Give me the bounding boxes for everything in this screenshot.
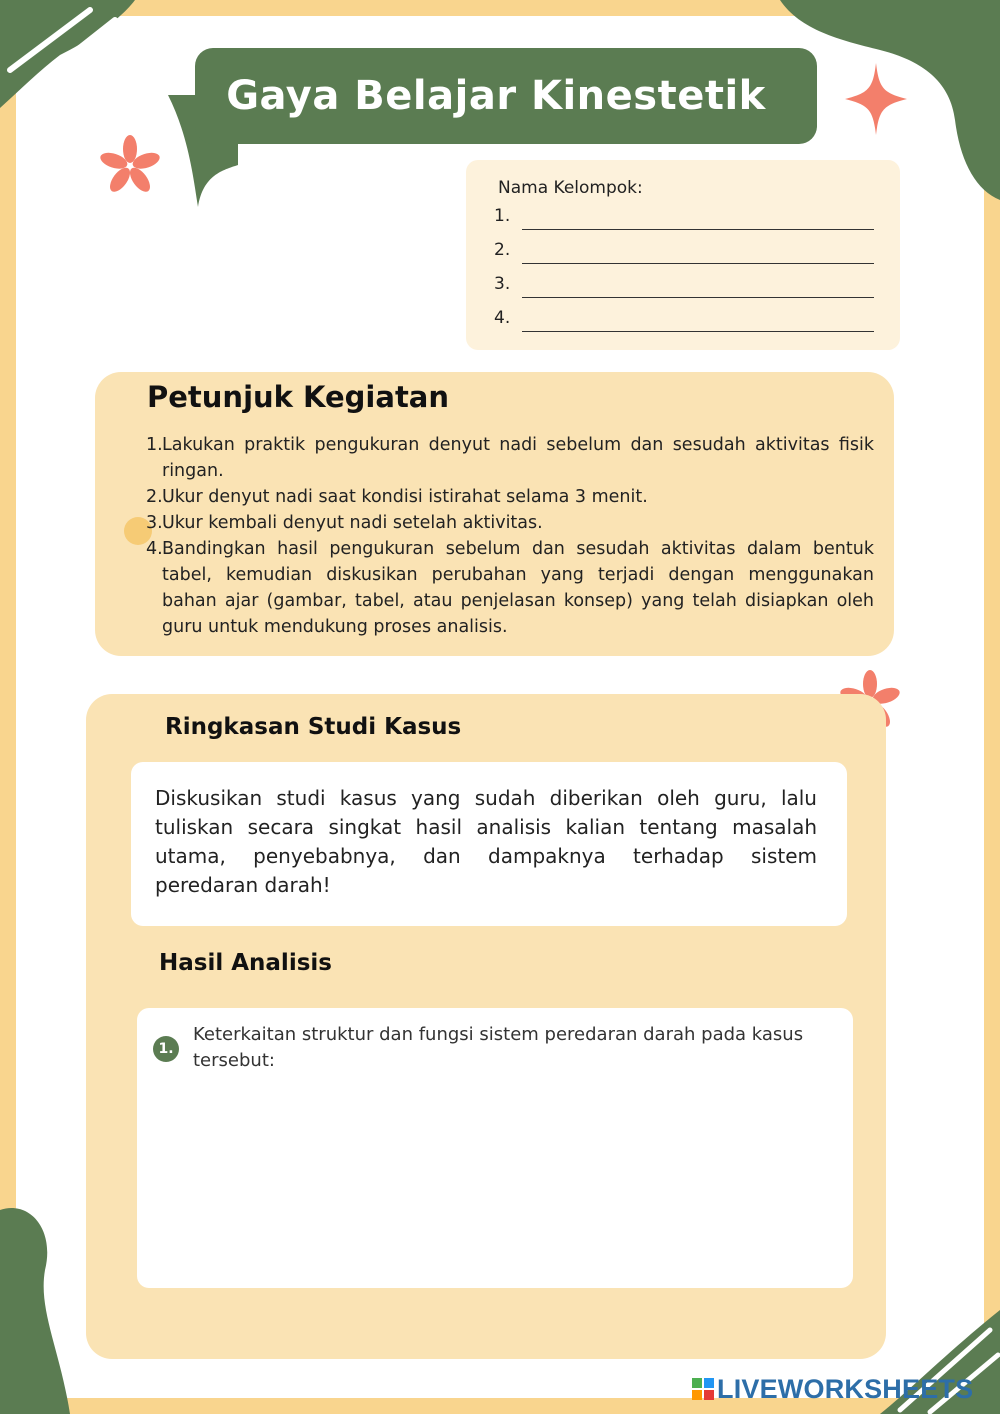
question-number-badge: 1. bbox=[153, 1036, 179, 1062]
instruction-item: 1. Lakukan praktik pengukuran denyut nadi sebelum dan sesudah aktivitas fisik ringan. bbox=[146, 435, 874, 481]
analysis-title: Hasil Analisis bbox=[159, 950, 332, 976]
group-names-box bbox=[466, 160, 900, 350]
flower-star-icon bbox=[100, 135, 160, 197]
group-member-number: 1. bbox=[494, 206, 511, 226]
instruction-item: 3. Ukur kembali denyut nadi setelah aktivitas. bbox=[146, 513, 543, 533]
case-study-title: Ringkasan Studi Kasus bbox=[165, 714, 462, 740]
watermark-text: LIVEWORKSHEETS bbox=[717, 1373, 974, 1404]
group-member-number: 2. bbox=[494, 240, 511, 260]
instruction-item: 2. Ukur denyut nadi saat kondisi istirahat selama 3 menit. bbox=[146, 487, 648, 507]
sparkle-star-icon bbox=[845, 63, 907, 135]
title-banner bbox=[195, 48, 817, 144]
case-study-card bbox=[131, 762, 847, 926]
group-member-row bbox=[494, 274, 874, 298]
liveworksheets-watermark bbox=[692, 1374, 973, 1404]
group-member-input-line[interactable] bbox=[522, 297, 874, 298]
group-member-input-line[interactable] bbox=[522, 229, 874, 230]
group-member-input-line[interactable] bbox=[522, 263, 874, 264]
group-member-number: 3. bbox=[494, 274, 511, 294]
instructions-list bbox=[146, 432, 874, 640]
group-member-number: 4. bbox=[494, 308, 511, 328]
page-title: Gaya Belajar Kinestetik bbox=[226, 73, 766, 119]
question-text: Keterkaitan struktur dan fungsi sistem peredaran darah pada kasus tersebut: bbox=[193, 1024, 804, 1071]
analysis-answer-box[interactable] bbox=[137, 1008, 853, 1288]
instructions-title: Petunjuk Kegiatan bbox=[147, 380, 450, 414]
group-member-input-line[interactable] bbox=[522, 331, 874, 332]
top-left-leaf-decoration bbox=[0, 0, 140, 110]
group-member-row bbox=[494, 240, 874, 264]
liveworksheets-logo-icon bbox=[692, 1378, 714, 1400]
group-member-row bbox=[494, 308, 874, 332]
group-member-row bbox=[494, 206, 874, 230]
bottom-left-blob-decoration bbox=[0, 1200, 80, 1414]
case-study-text: Diskusikan studi kasus yang sudah diberikan oleh guru, lalu tuliskan secara singkat hasil analisis kalian tentang masalah utama, penyebabnya, dan dampaknya terhadap sistem peredaran darah! bbox=[155, 786, 817, 897]
group-label: Nama Kelompok: bbox=[498, 178, 643, 198]
instruction-item: 4. Bandingkan hasil pengukuran sebelum dan sesudah aktivitas dalam bentuk tabel, kemudian diskusikan perubahan yang terjadi dengan menggunakan bahan ajar (gambar, tabel, atau penjelasan konsep) yang telah disiapkan oleh guru untuk mendukung proses analisis. bbox=[146, 539, 874, 637]
